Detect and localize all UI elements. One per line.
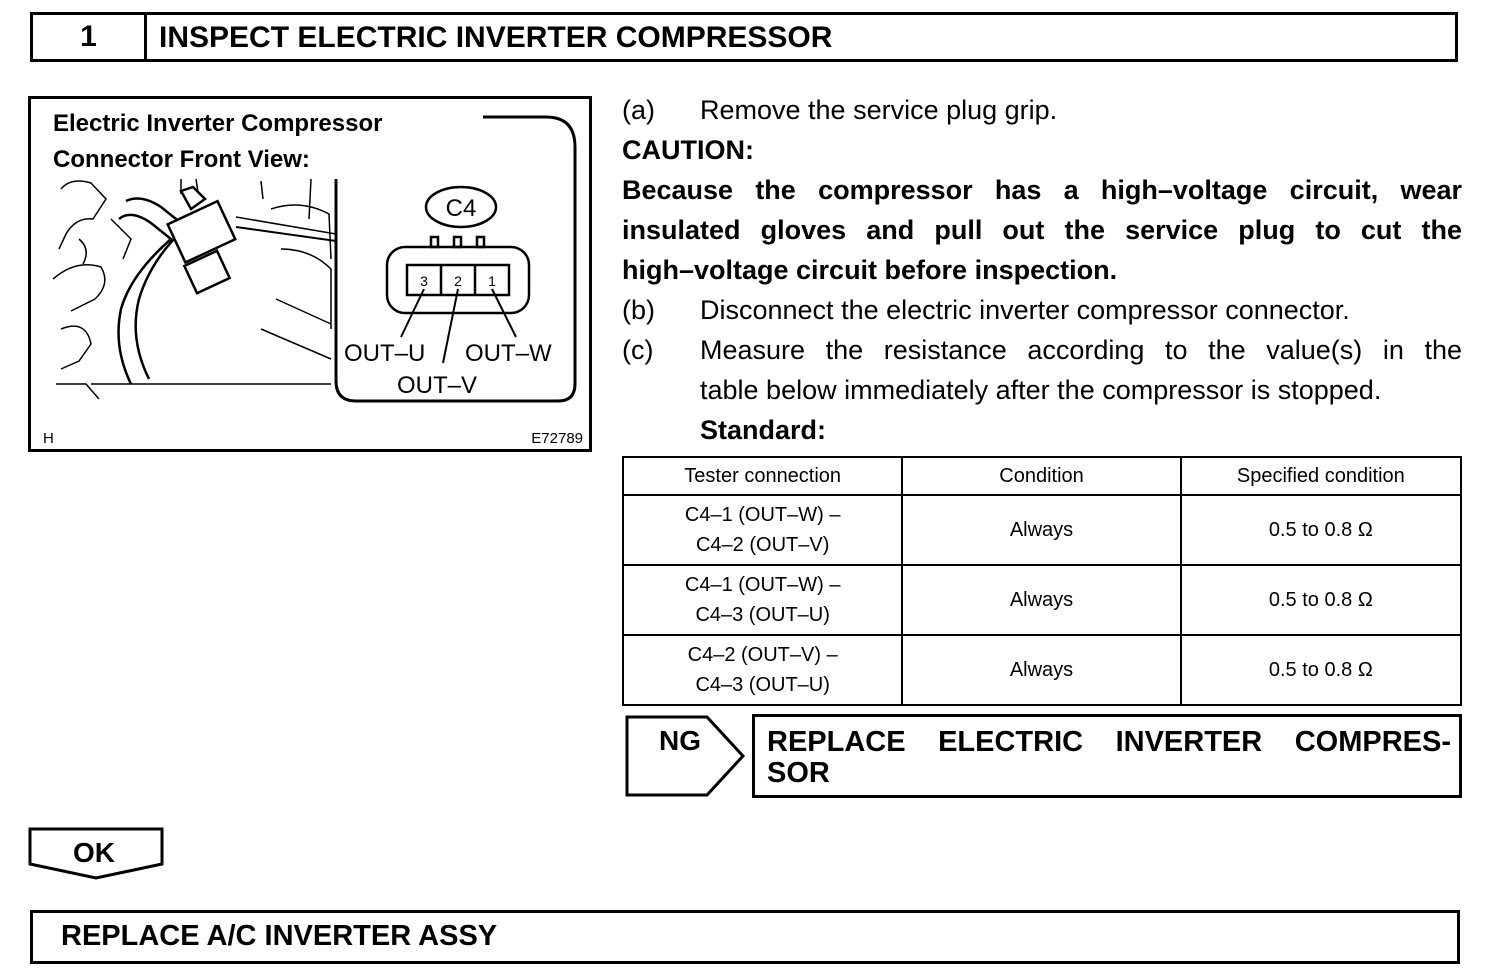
connector-id-label: C4 [445, 195, 477, 222]
step-c [622, 330, 1464, 410]
pin-number-3: 3 [420, 273, 428, 289]
ng-action-line-1: REPLACE ELECTRIC INVERTER COMPRES- [767, 726, 1451, 758]
caution-line-2: insulated gloves and pull out the service plug to cut the [622, 215, 1462, 245]
step-a-text: Remove the service plug grip. [700, 95, 1058, 125]
figure-title-line1: Electric Inverter Compressor [53, 110, 383, 137]
step-b [622, 290, 1464, 330]
final-action-box [30, 910, 1460, 964]
pin-number-2: 2 [454, 273, 462, 289]
final-action-text: REPLACE A/C INVERTER ASSY [61, 920, 498, 952]
ok-arrow [26, 826, 168, 882]
ng-action-line-2: SOR [767, 757, 830, 789]
step-c-line-2: table below immediately after the compressor is stopped. [700, 375, 1382, 405]
cell-specified-condition: 0.5 to 0.8 Ω [1181, 495, 1461, 565]
cell-specified-condition: 0.5 to 0.8 Ω [1181, 565, 1461, 635]
cell-tester-connection [623, 635, 902, 705]
connection-line: C4–1 (OUT–W) – [684, 504, 841, 526]
standard-table [622, 456, 1462, 706]
connector-figure [28, 96, 592, 452]
corner-mark: H [43, 430, 54, 447]
label-out-w: OUT–W [465, 340, 552, 367]
caution-line-3: high–voltage circuit before inspection. [622, 255, 1118, 285]
cell-tester-connection [623, 565, 902, 635]
header-tester-connection: Tester connection [623, 457, 902, 495]
instructions [622, 90, 1464, 450]
step-b-text: Disconnect the electric inverter compressor connector. [700, 295, 1350, 325]
step-a [622, 90, 1464, 130]
leader-line [236, 227, 336, 241]
step-c-mark: (c) [622, 335, 654, 365]
cell-condition: Always [902, 495, 1180, 565]
leader-line [236, 217, 336, 234]
connector-illustration [31, 99, 589, 449]
step-b-mark: (b) [622, 295, 655, 325]
step-a-mark: (a) [622, 95, 655, 125]
table-row [623, 565, 1461, 635]
step-c-line-1: Measure the resistance according to the value(s) in the [700, 335, 1462, 365]
cell-specified-condition: 0.5 to 0.8 Ω [1181, 635, 1461, 705]
table-row [623, 635, 1461, 705]
step-title: INSPECT ELECTRIC INVERTER COMPRESSOR [159, 21, 833, 54]
connection-line: C4–3 (OUT–U) [695, 674, 830, 696]
engine-connector [168, 187, 236, 293]
ng-arrow [622, 712, 748, 800]
header-condition: Condition [902, 457, 1180, 495]
header-specified-condition: Specified condition [1181, 457, 1461, 495]
caution-label: CAUTION: [622, 135, 754, 165]
connection-line: C4–1 (OUT–W) – [684, 574, 841, 596]
cell-condition: Always [902, 565, 1180, 635]
pin-number-1: 1 [488, 273, 496, 289]
figure-title-line2: Connector Front View: [53, 146, 310, 173]
caution-line-1: Because the compressor has a high–voltage circuit, wear [622, 175, 1462, 205]
standard-label: Standard: [700, 415, 827, 445]
cell-tester-connection [623, 495, 902, 565]
connection-line: C4–2 (OUT–V) [695, 534, 830, 556]
cell-condition: Always [902, 635, 1180, 705]
ok-label: OK [73, 837, 115, 868]
label-out-u: OUT–U [344, 340, 426, 367]
ng-label: NG [659, 725, 701, 756]
step-number: 1 [33, 15, 147, 59]
connection-line: C4–3 (OUT–U) [695, 604, 830, 626]
ng-action-box [752, 714, 1462, 798]
table-row [623, 495, 1461, 565]
figure-code: E72789 [531, 430, 583, 447]
connection-line: C4–2 (OUT–V) – [687, 644, 838, 666]
table-header-row [623, 457, 1461, 495]
step-header [30, 12, 1458, 62]
label-out-v: OUT–V [397, 372, 478, 399]
